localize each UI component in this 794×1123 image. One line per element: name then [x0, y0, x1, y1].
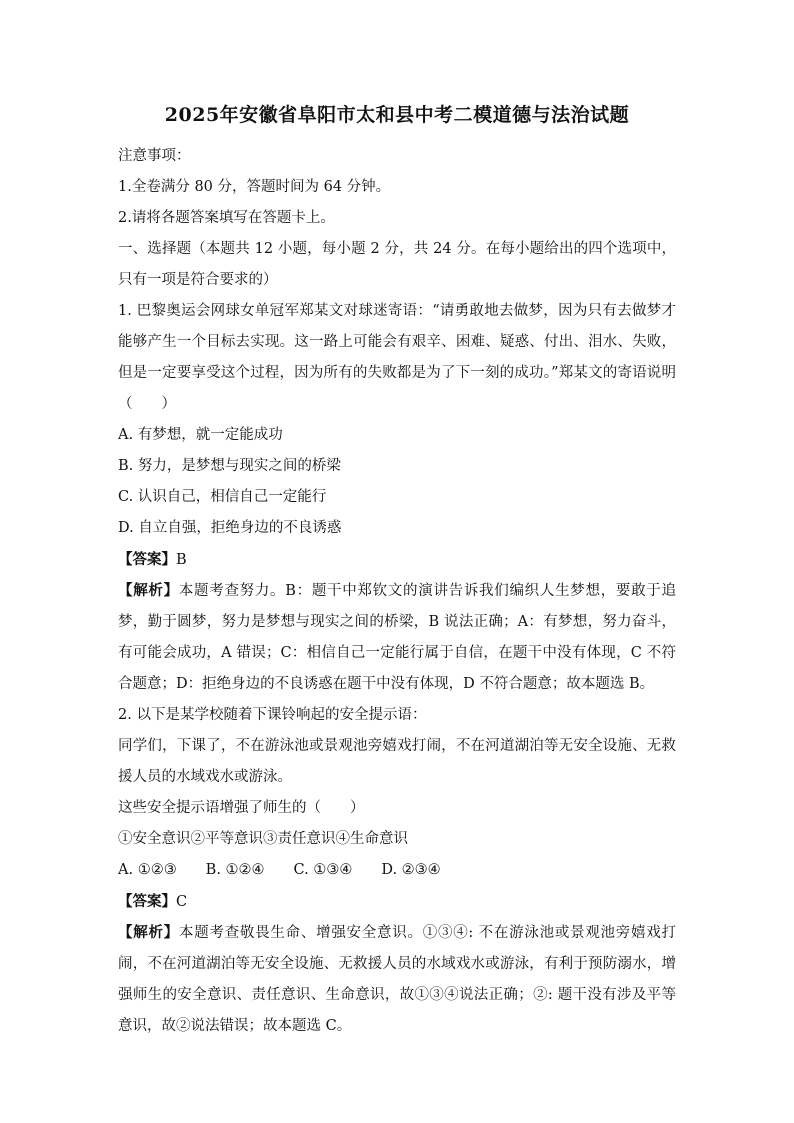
question-1-option-a: A. 有梦想，就一定能成功 — [118, 427, 283, 443]
question-1-option-c: C. 认识自己，相信自己一定能行 — [118, 489, 327, 505]
question-2-options: A. ①②③ B. ①②④ C. ①③④ D. ②③④ — [118, 862, 441, 878]
question-2-quote: 同学们，下课了，不在游泳池或景观池旁嬉戏打闹，不在河道湖泊等无安全设施、无救援人员的水域戏水或游泳。 — [118, 738, 676, 785]
answer-label: 【答案】 — [118, 551, 176, 568]
document-body — [118, 141, 676, 1042]
answer-label: 【答案】 — [118, 893, 176, 910]
question-2-choices: ①安全意识②平等意识③责任意识④生命意识 — [118, 831, 408, 847]
question-2-question: 这些安全提示语增强了师生的（ ） — [118, 800, 365, 816]
question-1-option-d: D. 自立自强，拒绝身边的不良诱惑 — [118, 520, 342, 536]
analysis-label: 【解析】 — [118, 582, 179, 599]
page-title: 2025年安徽省阜阳市太和县中考二模道德与法治试题 — [164, 104, 630, 126]
analysis-label: 【解析】 — [118, 924, 179, 941]
question-2-answer — [118, 886, 676, 917]
notice-item: 1.全卷满分 80 分，答题时间为 64 分钟。 — [118, 179, 391, 195]
answer-value: C — [176, 894, 188, 910]
notice-heading: 注意事项： — [118, 148, 191, 164]
question-1-stem: 1. 巴黎奥运会网球女单冠军郑某文对球迷寄语：“请勇敢地去做梦，因为只有去做梦才能够产生一个目标去实现。这一路上可能会有艰辛、困难、疑惑、付出、泪水、失败，但是一定要享受这个过程，因为所有的失败都是为了下一刻的成功。”郑某文的寄语说明（ ） — [118, 303, 676, 412]
question-2-analysis — [118, 917, 676, 1042]
analysis-text: 本题考查努力。B：题干中郑钦文的演讲告诉我们编织人生梦想，要敢于追梦，勤于圆梦，努力是梦想与现实之间的桥梁，B 说法正确；A：有梦想，努力奋斗，有可能会成功，A 错误；C：相信自己一定能行属于自信，在题干中没有体现，C 不符合题意；D：拒绝身边的不良诱惑在题干中没有体现，D 不符合题意；故本题选 B。 — [118, 583, 677, 692]
question-1-answer — [118, 544, 676, 575]
notice-item: 2.请将各题答案填写在答题卡上。 — [118, 210, 335, 226]
question-2-stem: 2. 以下是某学校随着下课铃响起的安全提示语： — [118, 707, 427, 723]
answer-value: B — [176, 552, 187, 568]
section-heading: 一、选择题（本题共 12 小题，每小题 2 分，共 24 分。在每小题给出的四个选项中，只有一项是符合要求的） — [118, 241, 676, 288]
question-1-option-b: B. 努力，是梦想与现实之间的桥梁 — [118, 458, 341, 474]
analysis-text: 本题考查敬畏生命、增强安全意识。①③④: 不在游泳池或景观池旁嬉戏打闹，不在河道湖泊等无安全设施、无救援人员的水域戏水或游泳，有利于预防溺水，增强师生的安全意识、责任意识、生命意识，故①③④说法正确；②: 题干没有涉及平等意识，故②说法错误；故本题选 C。 — [118, 925, 677, 1034]
question-1-analysis — [118, 575, 676, 700]
